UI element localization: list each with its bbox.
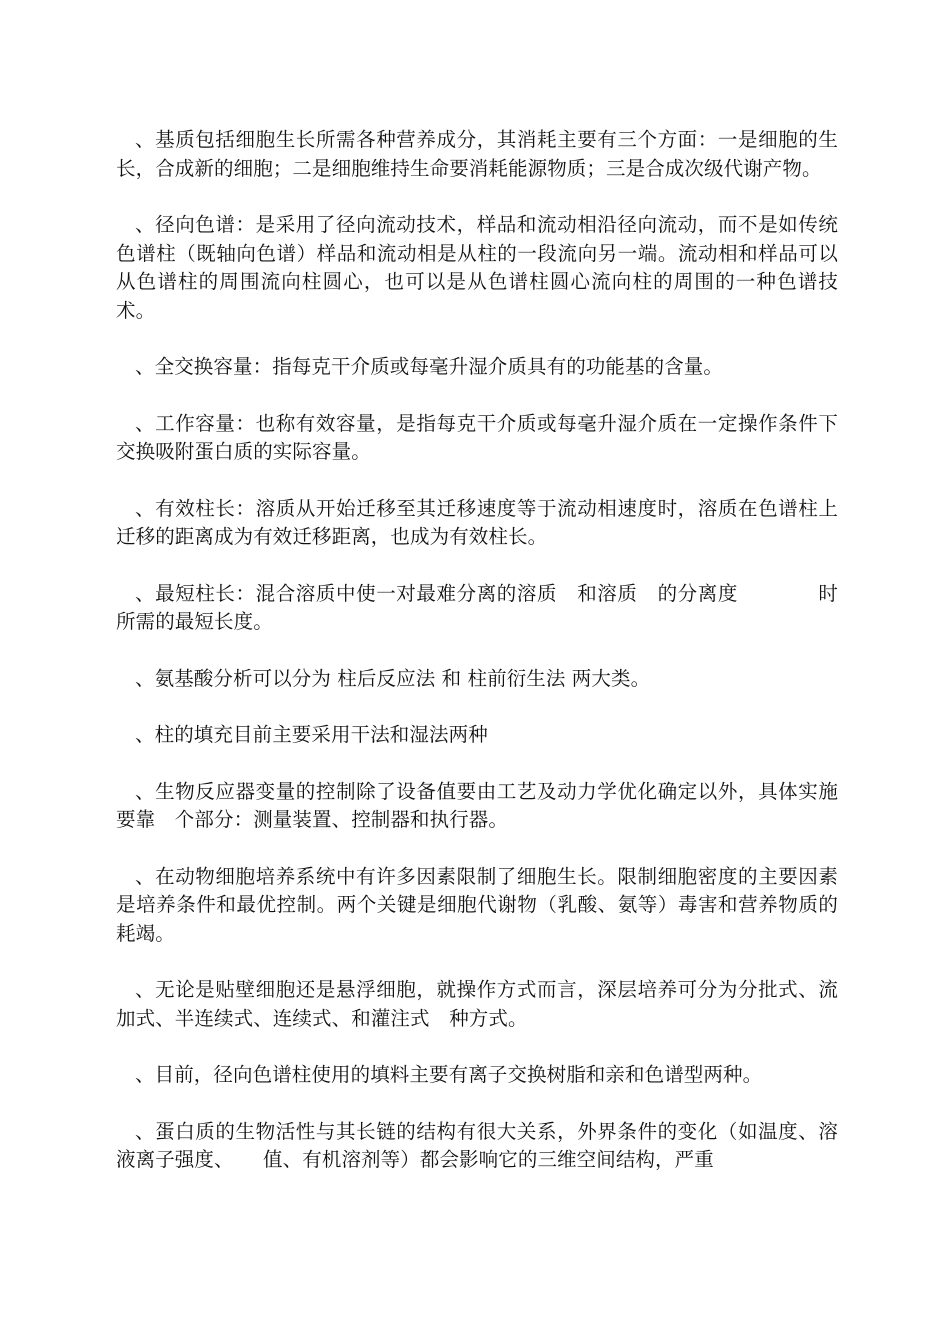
paragraph-substrate: 、基质包括细胞生长所需各种营养成分，其消耗主要有三个方面：一是细胞的生长，合成新的细胞；二是细胞维持生命要消耗能源物质；三是合成次级代谢产物。 <box>116 128 838 180</box>
document-body <box>116 126 838 1203</box>
paragraph-bioreactor-control: 、生物反应器变量的控制除了设备值要由工艺及动力学优化确定以外，具体实施要靠 个部分：测量装置、控制器和执行器。 <box>116 779 838 831</box>
paragraph-radial-column-packing: 、目前，径向色谱柱使用的填料主要有离子交换树脂和亲和色谱型两种。 <box>135 1063 763 1086</box>
paragraph-amino-acid-analysis: 、氨基酸分析可以分为 柱后反应法 和 柱前衍生法 两大类。 <box>135 666 651 690</box>
paragraph-culture-modes: 、无论是贴壁细胞还是悬浮细胞，就操作方式而言，深层培养可分为分批式、流加式、半连续式、连续式、和灌注式 种方式。 <box>116 978 838 1030</box>
paragraph-animal-cell-culture: 、在动物细胞培养系统中有许多因素限制了细胞生长。限制细胞密度的主要因素是培养条件和最优控制。两个关键是细胞代谢物（乳酸、氨等）毒害和营养物质的耗竭。 <box>116 864 838 945</box>
paragraph-total-exchange-capacity: 、全交换容量：指每克干介质或每毫升湿介质具有的功能基的含量。 <box>135 355 724 378</box>
paragraph-radial-chromatography: 、径向色谱：是采用了径向流动技术，样品和流动相沿径向流动，而不是如传统色谱柱（既轴向色谱）样品和流动相是从柱的一段流向另一端。流动相和样品可以从色谱柱的周围流向柱圆心，也可以是从色谱柱圆心流向柱的周围的一种色谱技术。 <box>116 213 838 322</box>
paragraph-effective-column-length: 、有效柱长：溶质从开始迁移至其迁移速度等于流动相速度时，溶质在色谱柱上迁移的距离成为有效迁移距离，也成为有效柱长。 <box>116 496 838 548</box>
paragraph-protein-activity: 、蛋白质的生物活性与其长链的结构有很大关系，外界条件的变化（如温度、溶液离子强度、 值、有机溶剂等）都会影响它的三维空间结构，严重 <box>116 1119 838 1171</box>
paragraph-column-packing: 、柱的填充目前主要采用干法和湿法两种 <box>135 723 488 746</box>
paragraph-working-capacity: 、工作容量：也称有效容量，是指每克干介质或每毫升湿介质在一定操作条件下交换吸附蛋白质的实际容量。 <box>116 411 838 463</box>
paragraph-shortest-column-length: 、最短柱长：混合溶质中使一对最难分离的溶质 和溶质 的分离度 时所需的最短长度。 <box>116 581 838 633</box>
